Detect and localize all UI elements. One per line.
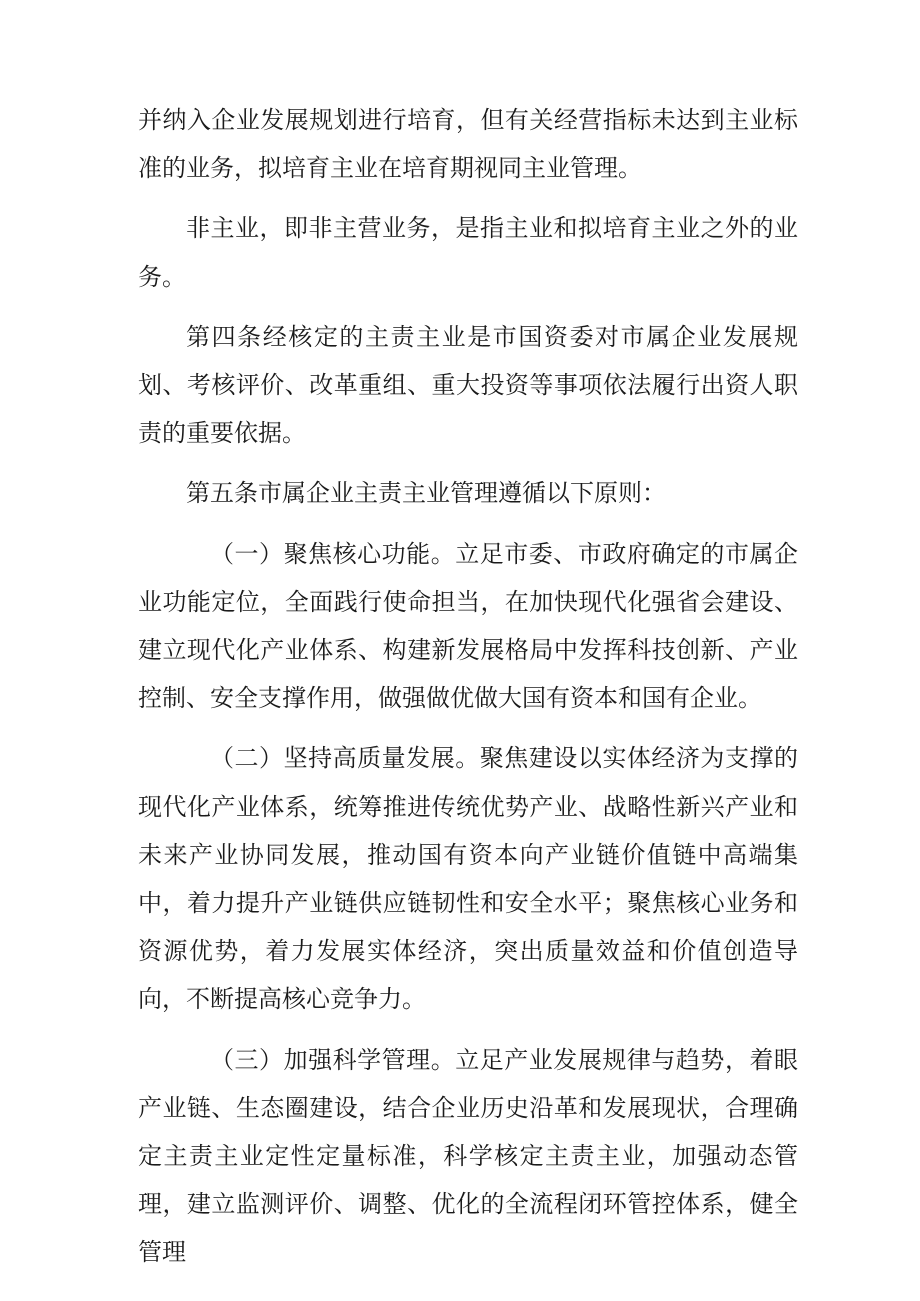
paragraph-principle-one: （一）聚焦核心功能。立足市委、市政府确定的市属企业功能定位，全面践行使命担当，在加快现代化强省会建设、建立现代化产业体系、构建新发展格局中发挥科技创新、产业控制、安全支撑作用，做强做优做大国有资本和国有企业。 <box>138 539 798 713</box>
paragraph-article-four: 第四条经核定的主责主业是市国资委对市属企业发展规划、考核评价、改革重组、重大投资等事项依法履行出资人职责的重要依据。 <box>138 322 798 448</box>
document-body <box>138 96 798 1289</box>
paragraph-non-main-business: 非主业，即非主营业务，是指主业和拟培育主业之外的业务。 <box>138 214 798 291</box>
paragraph-continuation: 并纳入企业发展规划进行培育，但有关经营指标未达到主业标准的业务，拟培育主业在培育期视同主业管理。 <box>138 106 798 183</box>
paragraph-article-five: 第五条市属企业主责主业管理遵循以下原则： <box>186 479 666 508</box>
paragraph-principle-two: （二）坚持高质量发展。聚焦建设以实体经济为支撑的现代化产业体系，统筹推进传统优势产业、战略性新兴产业和未来产业协同发展，推动国有资本向产业链价值链中高端集中，着力提升产业链供应链韧性和安全水平；聚焦核心业务和资源优势，着力发展实体经济，突出质量效益和价值创造导向，不断提高核心竞争力。 <box>138 744 798 1014</box>
paragraph-principle-three: （三）加强科学管理。立足产业发展规律与趋势，着眼产业链、生态圈建设，结合企业历史沿革和发展现状，合理确定主责主业定性定量标准，科学核定主责主业，加强动态管理，建立监测评价、调整、优化的全流程闭环管控体系，健全管理 <box>138 1045 798 1267</box>
